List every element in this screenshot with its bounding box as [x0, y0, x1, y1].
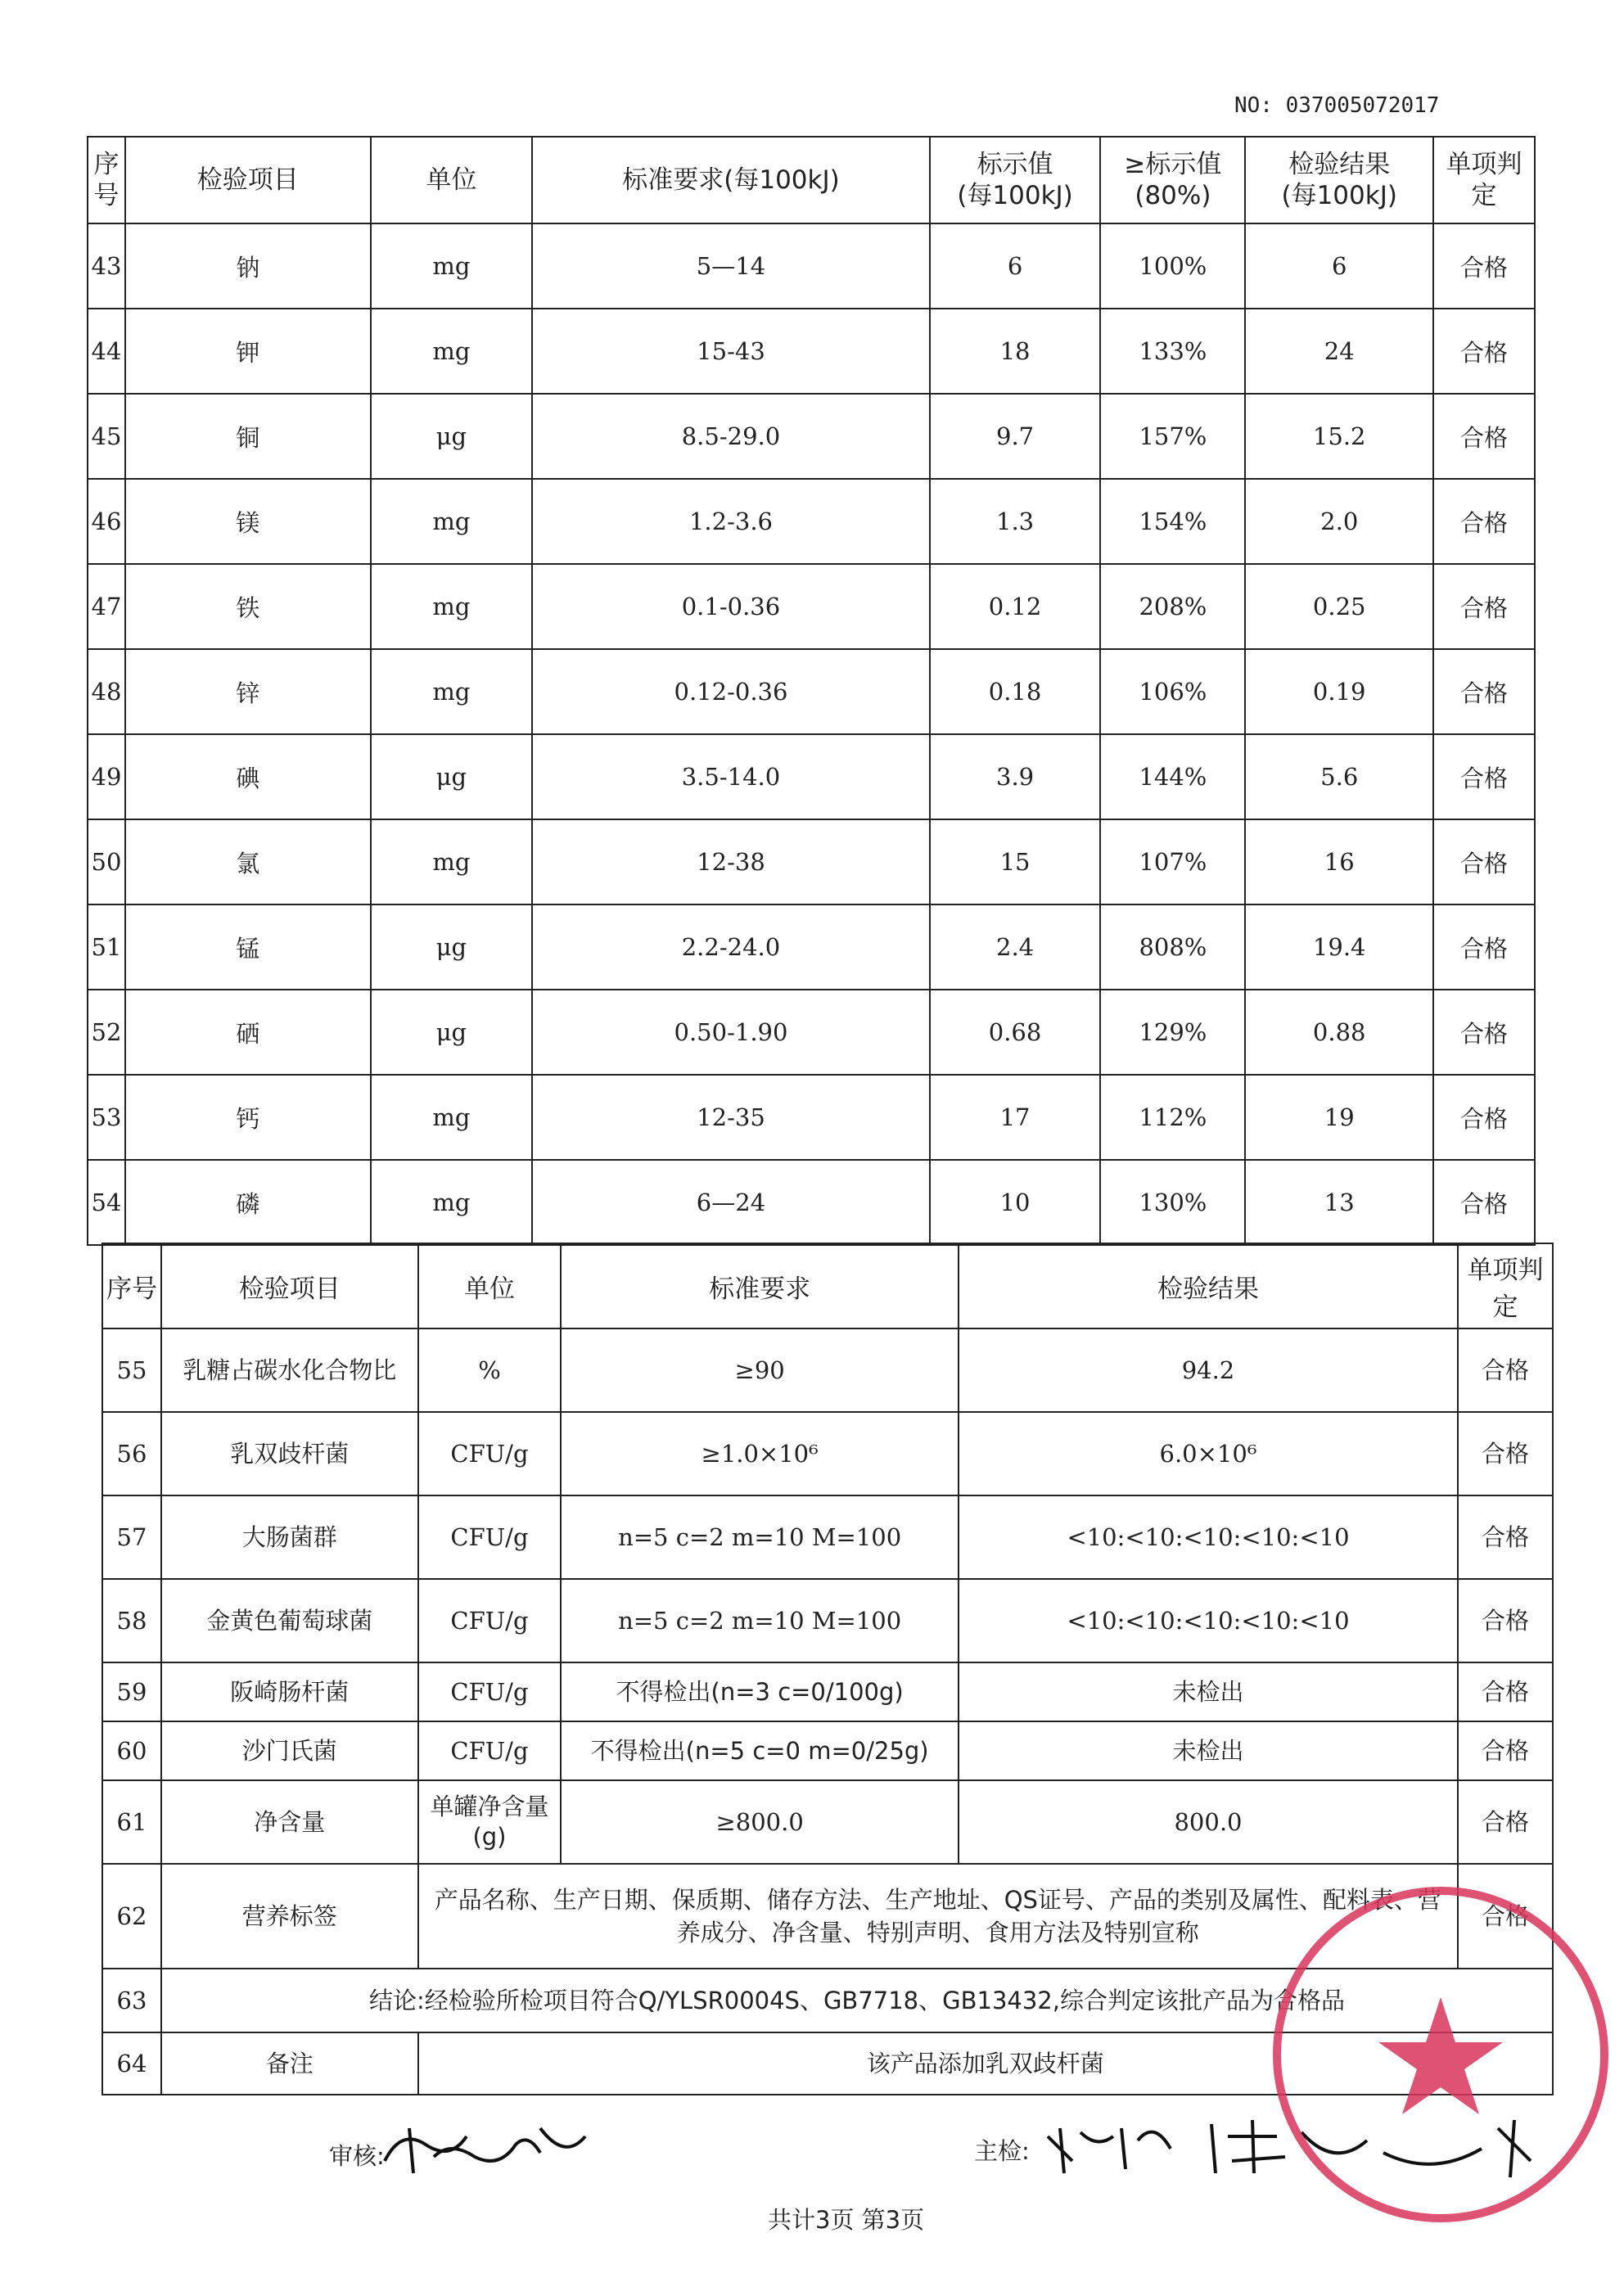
row-no: 64 — [102, 2032, 161, 2095]
header-label-value: 标示值 (每100kJ) — [930, 137, 1101, 223]
header-unit: 单位 — [371, 137, 533, 223]
row-no: 63 — [102, 1969, 161, 2032]
row-percent: 144% — [1100, 734, 1245, 819]
row-no: 55 — [102, 1328, 161, 1412]
row-unit: μg — [371, 394, 533, 479]
table-row — [102, 1328, 1553, 1412]
row-item: 碘 — [125, 734, 371, 819]
row-result: 16 — [1245, 819, 1433, 904]
row-no: 44 — [88, 309, 125, 394]
row-standard: 0.1-0.36 — [532, 564, 929, 649]
remark-text: 该产品添加乳双歧杆菌 — [418, 2032, 1553, 2095]
table-header-row — [88, 137, 1535, 223]
table-row — [88, 394, 1535, 479]
header-result: 检验结果 (每100kJ) — [1245, 137, 1433, 223]
row-no: 47 — [88, 564, 125, 649]
row-unit: μg — [371, 734, 533, 819]
row-standard: n=5 c=2 m=10 M=100 — [561, 1579, 958, 1662]
row-standard: ≥800.0 — [561, 1780, 958, 1864]
row-verdict: 合格 — [1433, 904, 1535, 990]
row-no: 52 — [88, 990, 125, 1075]
row-verdict: 合格 — [1458, 1780, 1553, 1864]
row-no: 60 — [102, 1721, 161, 1780]
header-item: 检验项目 — [125, 137, 371, 223]
row-unit: CFU/g — [418, 1579, 562, 1662]
row-label-value: 0.68 — [930, 990, 1101, 1075]
row-result: 800.0 — [959, 1780, 1458, 1864]
row-standard: 0.50-1.90 — [532, 990, 929, 1075]
row-label-value: 0.12 — [930, 564, 1101, 649]
row-result: 未检出 — [959, 1662, 1458, 1721]
header-verdict: 单项判定 — [1458, 1243, 1553, 1328]
row-verdict: 合格 — [1433, 309, 1535, 394]
row-item: 铁 — [125, 564, 371, 649]
header-percent: ≥标示值 (80%) — [1100, 137, 1245, 223]
row-verdict: 合格 — [1458, 1864, 1553, 1969]
row-no: 43 — [88, 223, 125, 309]
table-row — [88, 1075, 1535, 1160]
row-result: 15.2 — [1245, 394, 1433, 479]
row-no: 50 — [88, 819, 125, 904]
row-label-value: 2.4 — [930, 904, 1101, 990]
row-result: 13 — [1245, 1160, 1433, 1245]
row-item: 铜 — [125, 394, 371, 479]
row-standard: 5—14 — [532, 223, 929, 309]
table-row — [88, 990, 1535, 1075]
row-result: 0.25 — [1245, 564, 1433, 649]
review-label: 审核: — [329, 2142, 385, 2170]
row-item: 金黄色葡萄球菌 — [161, 1579, 418, 1662]
row-verdict: 合格 — [1433, 734, 1535, 819]
row-no: 62 — [102, 1864, 161, 1969]
row-standard: 12-35 — [532, 1075, 929, 1160]
row-percent: 100% — [1100, 223, 1245, 309]
row-verdict: 合格 — [1458, 1412, 1553, 1495]
row-verdict: 合格 — [1458, 1721, 1553, 1780]
table-row — [102, 1495, 1553, 1579]
row-verdict: 合格 — [1458, 1662, 1553, 1721]
row-standard: 15-43 — [532, 309, 929, 394]
row-label-value: 10 — [930, 1160, 1101, 1245]
row-verdict: 合格 — [1433, 564, 1535, 649]
row-label-value: 1.3 — [930, 479, 1101, 564]
row-label-value: 17 — [930, 1075, 1101, 1160]
table-row — [88, 564, 1535, 649]
row-item: 锰 — [125, 904, 371, 990]
header-standard: 标准要求(每100kJ) — [532, 137, 929, 223]
row-result: <10:<10:<10:<10:<10 — [959, 1579, 1458, 1662]
row-unit: mg — [371, 649, 533, 734]
reviewer-signature — [377, 2112, 598, 2185]
row-standard: 2.2-24.0 — [532, 904, 929, 990]
row-standard: 不得检出(n=5 c=0 m=0/25g) — [561, 1721, 958, 1780]
row-label-value: 18 — [930, 309, 1101, 394]
row-no: 49 — [88, 734, 125, 819]
row-item: 大肠菌群 — [161, 1495, 418, 1579]
row-item: 净含量 — [161, 1780, 418, 1864]
row-unit: CFU/g — [418, 1662, 562, 1721]
header-verdict: 单项判定 — [1433, 137, 1535, 223]
row-result: 6 — [1245, 223, 1433, 309]
row-item: 镁 — [125, 479, 371, 564]
official-seal — [1261, 1874, 1621, 2235]
inspector-label: 主检: — [974, 2137, 1030, 2165]
row-no: 57 — [102, 1495, 161, 1579]
row-standard: ≥90 — [561, 1328, 958, 1412]
table-row — [102, 1579, 1553, 1662]
row-item: 钾 — [125, 309, 371, 394]
row-standard: n=5 c=2 m=10 M=100 — [561, 1495, 958, 1579]
row-item: 磷 — [125, 1160, 371, 1245]
row-no: 59 — [102, 1662, 161, 1721]
row-label-value: 15 — [930, 819, 1101, 904]
row-standard: 不得检出(n=3 c=0/100g) — [561, 1662, 958, 1721]
row-verdict: 合格 — [1433, 223, 1535, 309]
row-standard: 3.5-14.0 — [532, 734, 929, 819]
row-standard: 6—24 — [532, 1160, 929, 1245]
row-unit: CFU/g — [418, 1412, 562, 1495]
row-item: 锌 — [125, 649, 371, 734]
row-verdict: 合格 — [1433, 990, 1535, 1075]
row-percent: 129% — [1100, 990, 1245, 1075]
table-row — [102, 1721, 1553, 1780]
row-percent: 208% — [1100, 564, 1245, 649]
row-percent: 130% — [1100, 1160, 1245, 1245]
header-no: 序号 — [88, 137, 125, 223]
row-no: 51 — [88, 904, 125, 990]
row-item: 乳双歧杆菌 — [161, 1412, 418, 1495]
row-result: 未检出 — [959, 1721, 1458, 1780]
table-row — [88, 223, 1535, 309]
header-no: 序号 — [102, 1243, 161, 1328]
row-percent: 157% — [1100, 394, 1245, 479]
row-verdict: 合格 — [1433, 1160, 1535, 1245]
row-unit: 单罐净含量(g) — [418, 1780, 562, 1864]
document-number: NO: 037005072017 — [1234, 93, 1440, 118]
page-info: 共计3页 第3页 — [768, 2206, 925, 2234]
row-item: 备注 — [161, 2032, 418, 2095]
row-unit: mg — [371, 223, 533, 309]
table-row — [102, 1662, 1553, 1721]
row-unit: mg — [371, 479, 533, 564]
row-verdict: 合格 — [1433, 1075, 1535, 1160]
table-header-row — [102, 1243, 1553, 1328]
table-row — [88, 649, 1535, 734]
table-row — [88, 479, 1535, 564]
row-standard: 0.12-0.36 — [532, 649, 929, 734]
row-result: 19.4 — [1245, 904, 1433, 990]
row-label-value: 6 — [930, 223, 1101, 309]
row-item: 沙门氏菌 — [161, 1721, 418, 1780]
row-no: 54 — [88, 1160, 125, 1245]
row-item: 钙 — [125, 1075, 371, 1160]
row-unit: μg — [371, 990, 533, 1075]
row-result: 19 — [1245, 1075, 1433, 1160]
row-item: 阪崎肠杆菌 — [161, 1662, 418, 1721]
table-row — [88, 734, 1535, 819]
row-no: 48 — [88, 649, 125, 734]
row-unit: mg — [371, 564, 533, 649]
row-no: 58 — [102, 1579, 161, 1662]
row-percent: 106% — [1100, 649, 1245, 734]
row-verdict: 合格 — [1458, 1495, 1553, 1579]
header-standard: 标准要求 — [561, 1243, 958, 1328]
row-standard: 12-38 — [532, 819, 929, 904]
row-no: 61 — [102, 1780, 161, 1864]
row-standard: ≥1.0×10⁶ — [561, 1412, 958, 1495]
row-percent: 133% — [1100, 309, 1245, 394]
row-percent: 808% — [1100, 904, 1245, 990]
row-verdict: 合格 — [1433, 649, 1535, 734]
conclusion-text: 结论:经检验所检项目符合Q/YLSR0004S、GB7718、GB13432,综合判定该批产品为合格品 — [161, 1969, 1553, 2032]
row-no: 45 — [88, 394, 125, 479]
row-unit: mg — [371, 1160, 533, 1245]
table-row — [88, 1160, 1535, 1245]
row-item: 乳糖占碳水化合物比 — [161, 1328, 418, 1412]
row-verdict: 合格 — [1433, 819, 1535, 904]
row-unit: % — [418, 1328, 562, 1412]
row-standard: 8.5-29.0 — [532, 394, 929, 479]
row-label-value: 3.9 — [930, 734, 1101, 819]
row-result: 6.0×10⁶ — [959, 1412, 1458, 1495]
row-standard: 1.2-3.6 — [532, 479, 929, 564]
row-unit: mg — [371, 309, 533, 394]
row-no: 46 — [88, 479, 125, 564]
row-no: 56 — [102, 1412, 161, 1495]
row-result: 0.88 — [1245, 990, 1433, 1075]
row-percent: 112% — [1100, 1075, 1245, 1160]
row-percent: 154% — [1100, 479, 1245, 564]
header-result: 检验结果 — [959, 1243, 1458, 1328]
table-row — [102, 1412, 1553, 1495]
nutrient-table — [87, 136, 1536, 1246]
nutrition-label-content: 产品名称、生产日期、保质期、储存方法、生产地址、QS证号、产品的类别及属性、配料表、营养成分、净含量、特别声明、食用方法及特别宣称 — [418, 1864, 1459, 1969]
header-item: 检验项目 — [161, 1243, 418, 1328]
row-item: 营养标签 — [161, 1864, 418, 1969]
row-unit: μg — [371, 904, 533, 990]
header-unit: 单位 — [418, 1243, 562, 1328]
row-result: 2.0 — [1245, 479, 1433, 564]
row-item: 氯 — [125, 819, 371, 904]
row-label-value: 9.7 — [930, 394, 1101, 479]
row-percent: 107% — [1100, 819, 1245, 904]
row-unit: CFU/g — [418, 1721, 562, 1780]
row-result: 94.2 — [959, 1328, 1458, 1412]
row-verdict: 合格 — [1433, 479, 1535, 564]
row-unit: mg — [371, 819, 533, 904]
table-row — [102, 1780, 1553, 1864]
row-item: 钠 — [125, 223, 371, 309]
row-verdict: 合格 — [1433, 394, 1535, 479]
row-result: 24 — [1245, 309, 1433, 394]
table-row — [88, 819, 1535, 904]
row-result: 0.19 — [1245, 649, 1433, 734]
row-label-value: 0.18 — [930, 649, 1101, 734]
row-no: 53 — [88, 1075, 125, 1160]
row-verdict: 合格 — [1458, 1328, 1553, 1412]
row-item: 硒 — [125, 990, 371, 1075]
row-result: 5.6 — [1245, 734, 1433, 819]
table-row — [88, 904, 1535, 990]
row-unit: mg — [371, 1075, 533, 1160]
row-verdict: 合格 — [1458, 1579, 1553, 1662]
table-row — [88, 309, 1535, 394]
row-result: <10:<10:<10:<10:<10 — [959, 1495, 1458, 1579]
row-unit: CFU/g — [418, 1495, 562, 1579]
